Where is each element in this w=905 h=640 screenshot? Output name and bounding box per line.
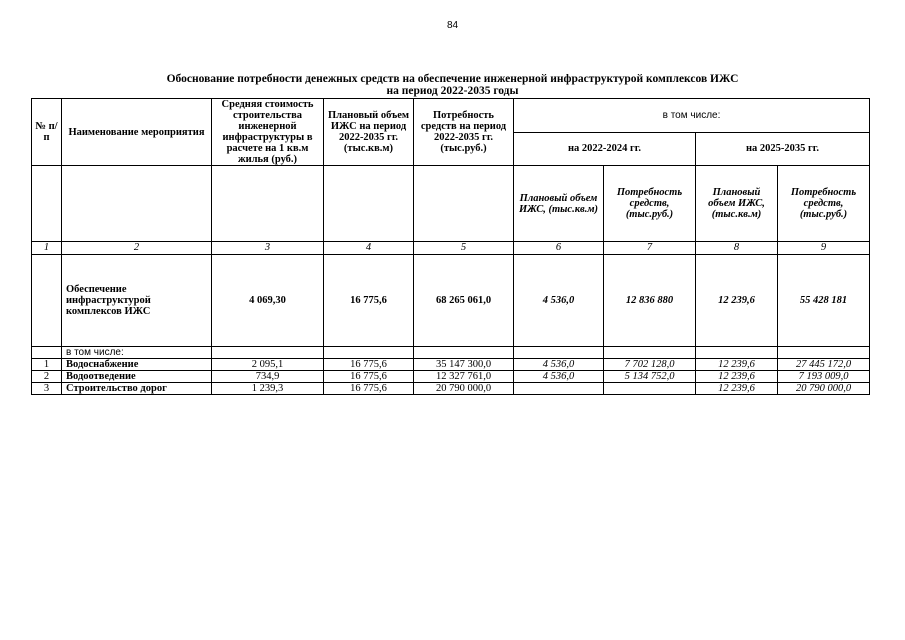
- row-p1-need: 7 702 128,0: [604, 359, 696, 371]
- title-line-1: Обоснование потребности денежных средств на обеспечение инженерной инфраструктурой комплексов ИЖС: [166, 73, 739, 85]
- row-p2-need: 7 193 009,0: [778, 371, 870, 383]
- column-number: 6: [514, 242, 604, 255]
- header-avg-cost: Средняя стоимость строительства инженерной инфраструктуры в расчете на 1 кв.м жилья (руб.): [212, 99, 324, 166]
- row-p2-volume: 12 239,6: [696, 359, 778, 371]
- row-name: Водоотведение: [62, 371, 212, 383]
- header-p2-need: Потребность средств, (тыс.руб.): [778, 166, 870, 242]
- total-name: Обеспечение инфраструктурой комплексов ИЖС: [62, 255, 212, 347]
- total-need: 68 265 061,0: [414, 255, 514, 347]
- row-p1-need: 5 134 752,0: [604, 371, 696, 383]
- page-number: 84: [446, 20, 459, 31]
- table-row: [32, 359, 870, 371]
- funding-table: [31, 98, 870, 395]
- row-p2-volume: 12 239,6: [696, 371, 778, 383]
- column-number: 7: [604, 242, 696, 255]
- row-p1-need: [604, 383, 696, 395]
- header-num: № п/п: [32, 99, 62, 166]
- row-plan-volume: 16 775,6: [324, 383, 414, 395]
- row-p1-volume: 4 536,0: [514, 371, 604, 383]
- header-p2-volume: Плановый объем ИЖС, (тыс.кв.м): [696, 166, 778, 242]
- column-number: 5: [414, 242, 514, 255]
- row-need: 35 147 300,0: [414, 359, 514, 371]
- row-avg-cost: 2 095,1: [212, 359, 324, 371]
- column-number: 4: [324, 242, 414, 255]
- row-p1-volume: [514, 383, 604, 395]
- incl-row: [32, 347, 870, 359]
- total-p2-volume: 12 239,6: [696, 255, 778, 347]
- column-number: 2: [62, 242, 212, 255]
- header-incl: в том числе:: [514, 99, 870, 133]
- column-number: 1: [32, 242, 62, 255]
- column-number: 3: [212, 242, 324, 255]
- column-number: 9: [778, 242, 870, 255]
- header-period-1: на 2022-2024 гг.: [514, 132, 696, 166]
- row-need: 12 327 761,0: [414, 371, 514, 383]
- row-avg-cost: 1 239,3: [212, 383, 324, 395]
- title-line-2: на период 2022-2035 годы: [386, 85, 519, 97]
- incl-label: в том числе:: [62, 347, 212, 359]
- table-row: [32, 383, 870, 395]
- row-p1-volume: 4 536,0: [514, 359, 604, 371]
- header-name: Наименование мероприятия: [62, 99, 212, 166]
- total-p1-volume: 4 536,0: [514, 255, 604, 347]
- header-plan-volume: Плановый объем ИЖС на период 2022-2035 гг. (тыс.кв.м): [324, 99, 414, 166]
- row-num: 2: [32, 371, 62, 383]
- total-plan-volume: 16 775,6: [324, 255, 414, 347]
- row-plan-volume: 16 775,6: [324, 371, 414, 383]
- row-need: 20 790 000,0: [414, 383, 514, 395]
- row-plan-volume: 16 775,6: [324, 359, 414, 371]
- row-name: Строительство дорог: [62, 383, 212, 395]
- header-period-2: на 2025-2035 гг.: [696, 132, 870, 166]
- column-number: 8: [696, 242, 778, 255]
- row-num: 1: [32, 359, 62, 371]
- row-p2-need: 20 790 000,0: [778, 383, 870, 395]
- row-num: 3: [32, 383, 62, 395]
- total-p2-need: 55 428 181: [778, 255, 870, 347]
- document-title: [0, 73, 905, 97]
- total-p1-need: 12 836 880: [604, 255, 696, 347]
- row-p2-need: 27 445 172,0: [778, 359, 870, 371]
- total-avg-cost: 4 069,30: [212, 255, 324, 347]
- header-p1-volume: Плановый объем ИЖС, (тыс.кв.м): [514, 166, 604, 242]
- column-number-row: [32, 242, 870, 255]
- table-row: [32, 371, 870, 383]
- header-p1-need: Потребность средств, (тыс.руб.): [604, 166, 696, 242]
- row-p2-volume: 12 239,6: [696, 383, 778, 395]
- row-avg-cost: 734,9: [212, 371, 324, 383]
- row-name: Водоснабжение: [62, 359, 212, 371]
- header-need: Потребность средств на период 2022-2035 гг. (тыс.руб.): [414, 99, 514, 166]
- total-row: [32, 255, 870, 347]
